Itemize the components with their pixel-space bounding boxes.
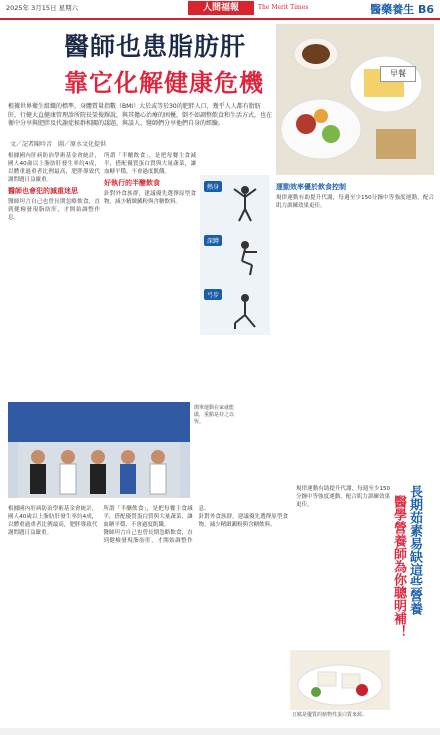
column-1-text: 根據國內肝病防治學術基金會統計，國人40歲以上脂肪肝發生率約4成，以體重過重者比例最高，肥胖導致代謝問題日益嚴重。	[8, 153, 100, 183]
merit-times-label: The Merit Times	[258, 4, 309, 11]
breakfast-label: 早餐	[380, 66, 416, 82]
sidebar-title-nutrition: 醫學營養師為你聰明補！	[391, 495, 406, 638]
lower-text-c: 醫師坦言自己也曾長期忽略飲食，直到健檢發現脂肪肝，才開始調整作息。	[103, 506, 210, 544]
subhead-half-carb: 好執行的半醣飲食	[104, 179, 160, 187]
column-3-text: 規律運動有助提升代謝，每週至少150分鐘中等強度運動，配合肌力訓練效果更佳。	[276, 195, 434, 209]
breakfast-photo	[276, 24, 434, 175]
column-2-text: 所謂「半醣飲食」，是把每餐主食減半，搭配優質蛋白質與大量蔬菜，讓血糖平穩，不會過度飢餓。	[104, 153, 196, 175]
headline-line1: 醫師也患脂肪肝	[64, 32, 247, 61]
subhead-weight-myth: 醫師也會犯的減重迷思	[8, 187, 78, 195]
tofu-illustration	[290, 650, 390, 710]
byline: 文／記者陳吟音 圖／原水文化提供	[10, 141, 107, 148]
article-column-2	[104, 152, 196, 397]
sidebar-text: 規律運動有助提升代謝，每週至少150分鐘中等強度運動，配合肌力訓練效果更佳。	[296, 486, 390, 508]
column-1-text-b: 醫師坦言自己也曾長期忽略飲食，直到健檢發現脂肪肝，才開始調整作息。	[8, 199, 100, 221]
headline-line2: 靠它化解健康危機	[64, 69, 264, 97]
page-header	[0, 0, 440, 20]
lower-text-d: 針對外食族群，建議優先選擇原型食物，減少精緻澱粉與含糖飲料。	[198, 514, 288, 528]
lunge-figure-icon	[230, 293, 260, 331]
exercise-label-lunge: 弓步	[204, 289, 222, 300]
subhead-exercise: 運動效率優於飲食控制	[276, 183, 346, 191]
lower-article	[8, 505, 288, 715]
squat-figure-icon	[230, 239, 260, 277]
group-photo-caption: 簡單運動在家就能做，重點是持之以恆。	[194, 405, 235, 425]
page-footer	[0, 728, 440, 735]
exercise-label-warmup: 熱身	[204, 181, 222, 192]
lower-text-b: 所謂「半醣飲食」，是把每餐主食減半，搭配優質蛋白質與大量蔬菜，讓血糖平穩，不會過度飢餓。	[103, 506, 193, 528]
column-2-text-b: 針對外食族群，建議優先選擇原型食物，減少精緻澱粉與含糖飲料。	[104, 191, 196, 205]
lower-text-a: 根據國內肝病防治學術基金會統計，國人40歲以上脂肪肝發生率約4成，以體重過重者比例最高，肥胖導致代謝問題日益嚴重。	[8, 506, 98, 536]
publication-date: 2025年 3月15日 星期六	[6, 4, 79, 12]
article-column-3	[276, 180, 434, 470]
exercise-label-squat: 深蹲	[204, 235, 222, 246]
sidebar-article	[296, 485, 390, 645]
sidebar-title-vegan: 長期茹素易缺這些營養	[407, 485, 422, 615]
masthead-logo: 人間福報	[188, 1, 254, 15]
breakfast-illustration	[276, 24, 434, 175]
section-title: 醫藥養生 B6	[370, 3, 434, 16]
exercise-panel	[200, 175, 270, 335]
tofu-photo	[290, 650, 390, 710]
lead-paragraph: 根據世界衛生組織的標準，身體質量指數（BMI）大於或等於30的肥胖人口，幾乎人人都有脂肪肝，行健大直健康管理診所院長榮俊輝說，與其擔心治療的困擾，倒不如調整飲食和生活方式，也在衛中分享與肥胖及代謝症候群相關的議題，與談人、醫師們分享他們自身的經驗。	[8, 103, 273, 127]
article-column-1	[8, 152, 100, 397]
group-photo	[8, 402, 190, 498]
tofu-caption: 豆腐是優質的植物性蛋白質來源。	[292, 712, 368, 718]
warmup-figure-icon	[230, 185, 260, 223]
group-photo-illustration	[8, 402, 190, 498]
